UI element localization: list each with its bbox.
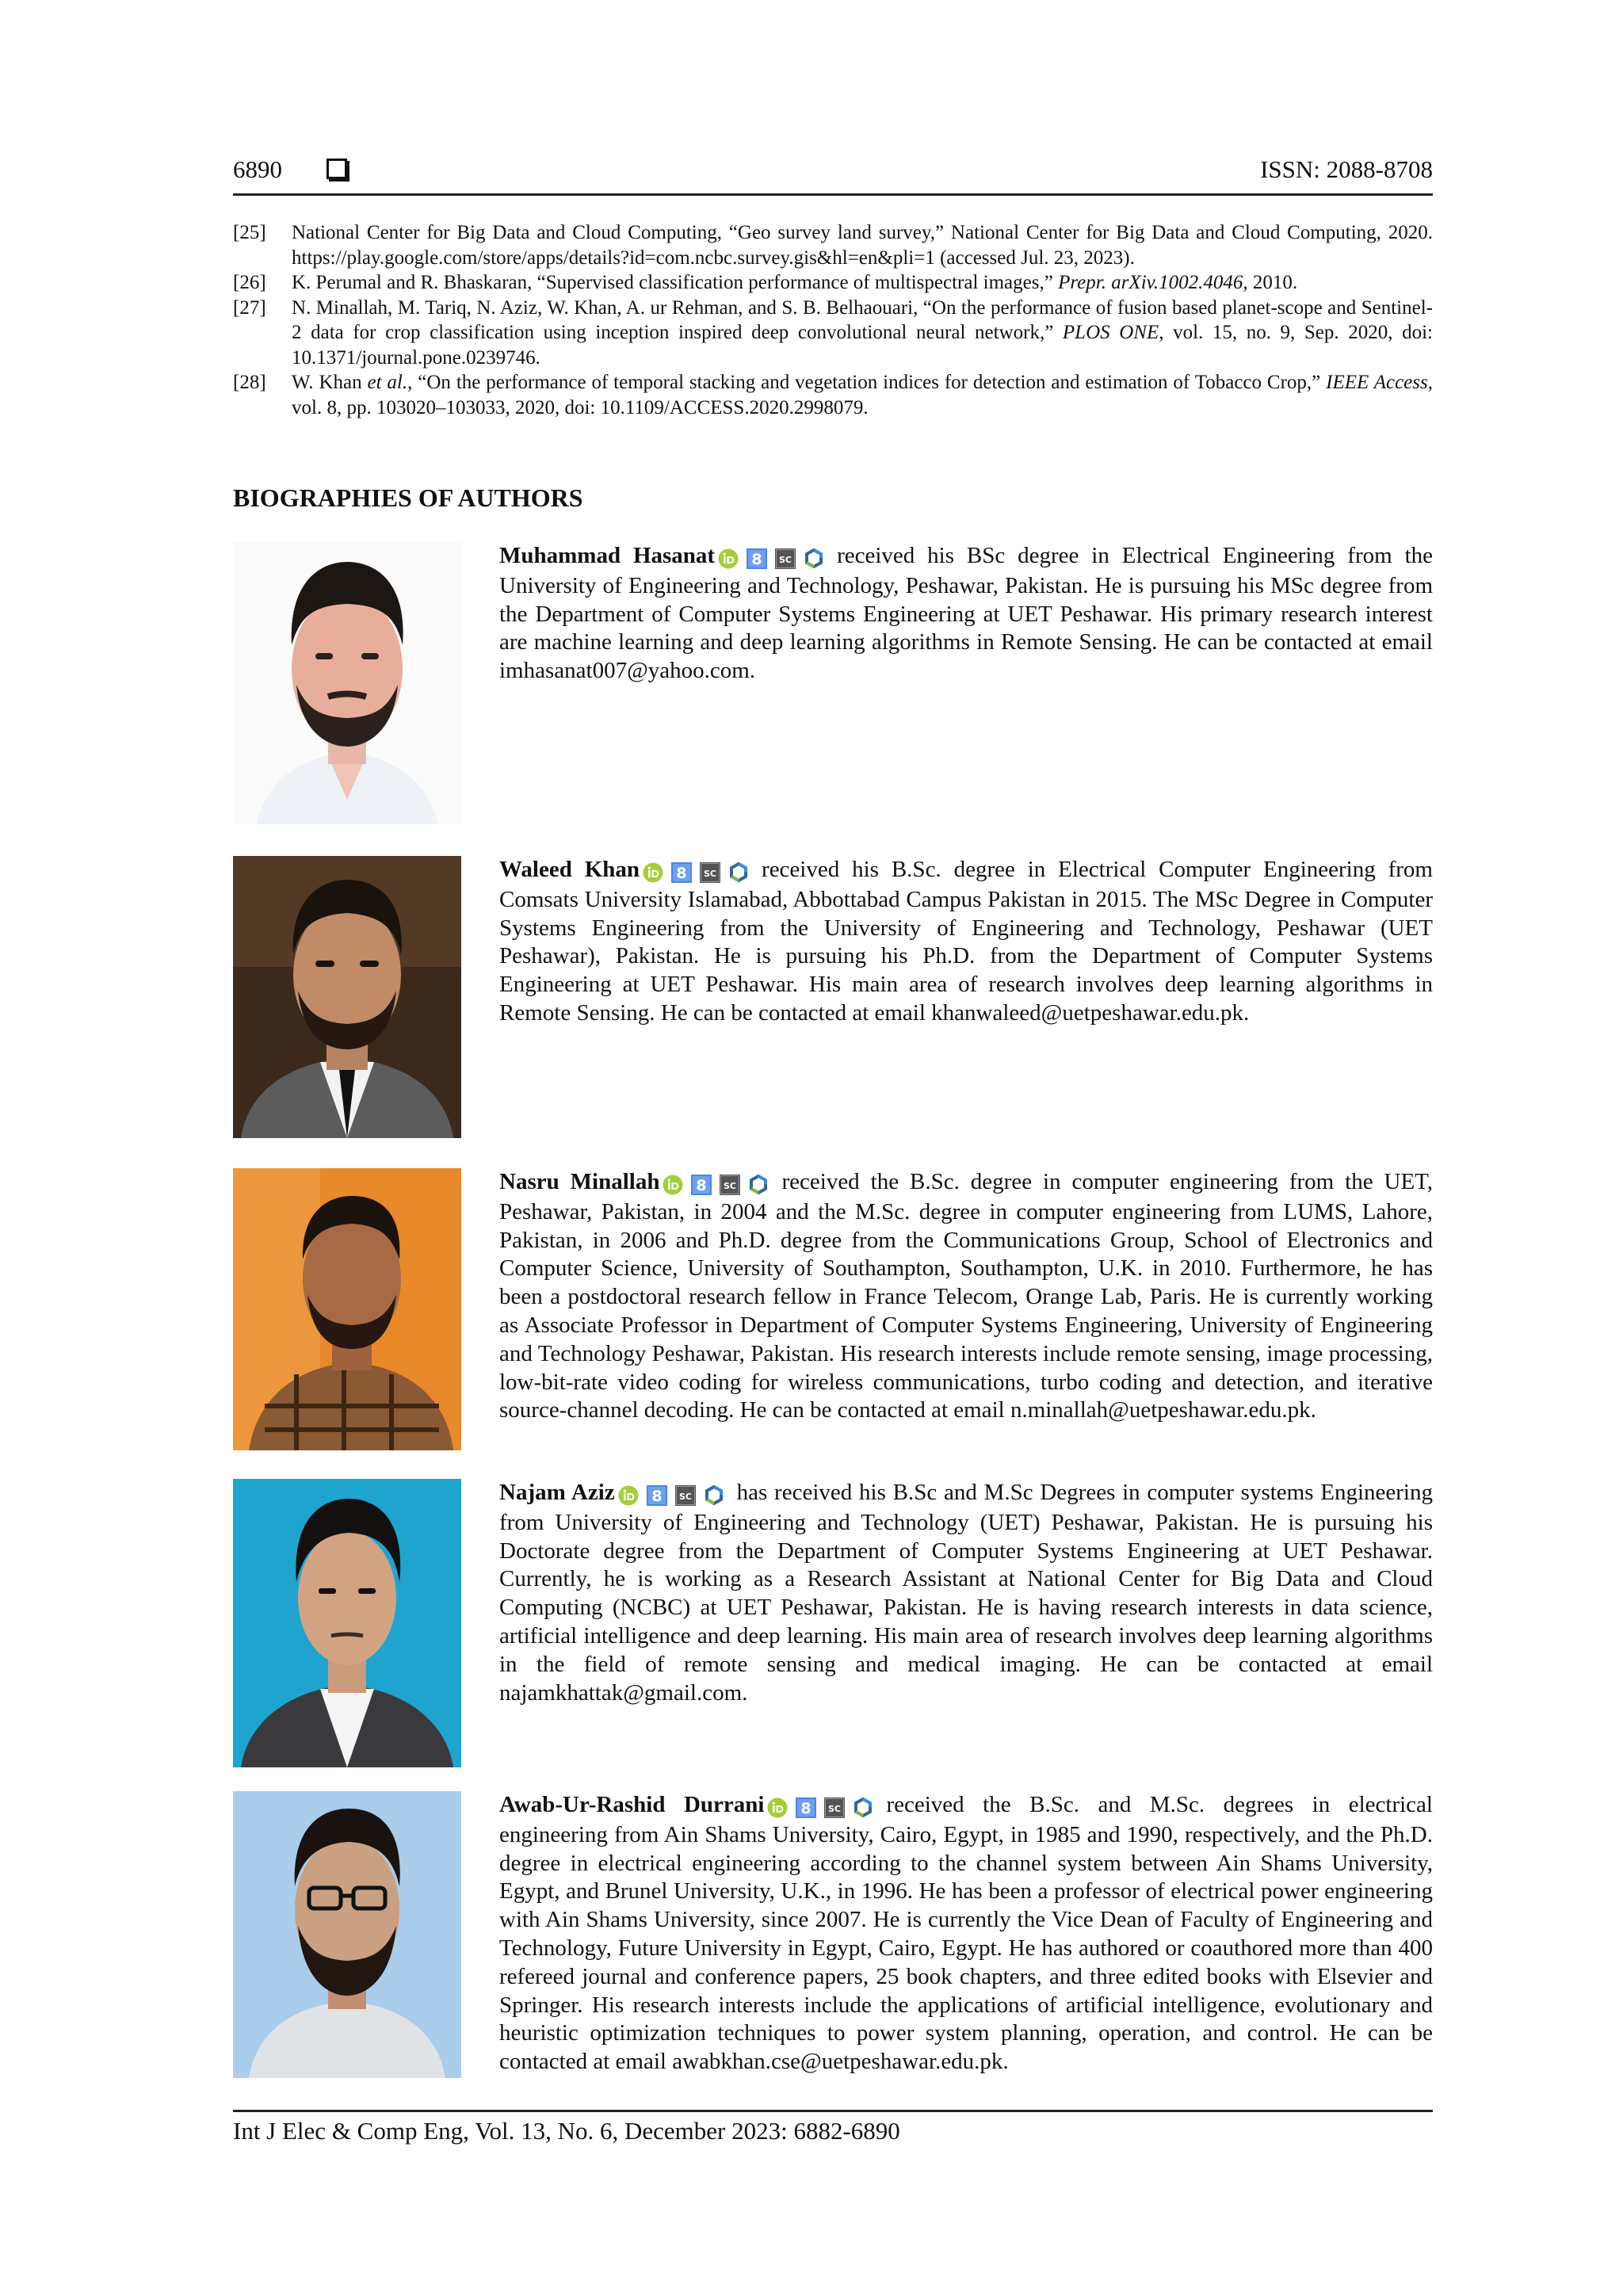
orcid-icon[interactable] xyxy=(663,1175,683,1195)
reference-text-part: , vol. 8, pp. 103020–103033, 2020, doi: 10.1109/ACCESS.2020.2998079. xyxy=(292,372,1433,418)
google-scholar-icon[interactable] xyxy=(647,1485,667,1506)
reference-item xyxy=(233,220,1433,270)
author-name: Awab-Ur-Rashid Durrani xyxy=(499,1792,765,1817)
scopus-icon[interactable] xyxy=(824,1797,845,1818)
author-profile-icons xyxy=(767,1793,881,1821)
scopus-icon[interactable] xyxy=(675,1485,696,1506)
reference-source: Prepr. arXiv.1002.4046 xyxy=(1058,272,1243,293)
orcid-icon[interactable] xyxy=(618,1485,639,1506)
author-bio-body: received his BSc degree in Electrical Engineering from the University of Engineering and Technology, Peshawar, Pakistan. He is pursuing his MSc degree from the Department of Computer Systems Engineering at UET Peshawar. His primary research interest are machine learning and deep learning algorithms in Remote Sensing. He can be contacted at email imhasanat007@yahoo.com. xyxy=(499,543,1433,684)
author-bio-text xyxy=(499,1479,1433,1707)
google-scholar-icon[interactable] xyxy=(747,548,767,569)
author-bio xyxy=(233,856,1433,1141)
author-name: Nasru Minallah xyxy=(499,1169,660,1194)
publons-icon[interactable] xyxy=(728,862,749,883)
reference-text-part: , vol. 15, no. 9, Sep. 2020, doi: 10.1371/journal.pone.0239746. xyxy=(292,322,1433,369)
author-bio-text xyxy=(499,542,1433,686)
reference-etal: et al. xyxy=(367,372,408,393)
reference-text-part: W. Khan xyxy=(292,372,368,393)
author-bio xyxy=(233,1479,1433,1767)
scopus-icon[interactable] xyxy=(700,862,720,883)
reference-text-part: , “On the performance of temporal stacking and vegetation indices for detection and estimation of Tobacco Crop,” xyxy=(407,372,1327,393)
author-name: Waleed Khan xyxy=(499,857,640,882)
orcid-icon[interactable] xyxy=(718,548,739,569)
page-header xyxy=(233,155,1433,196)
reference-source: IEEE Access xyxy=(1326,372,1428,393)
scopus-icon[interactable] xyxy=(775,548,796,569)
google-scholar-icon[interactable] xyxy=(671,862,692,883)
author-profile-icons xyxy=(663,1170,777,1198)
reference-item xyxy=(233,270,1433,296)
reference-item xyxy=(233,370,1433,420)
author-bio-body: has received his B.Sc and M.Sc Degrees in computer systems Engineering from University of Engineering and Technology (UET) Peshawar, Pakistan. He is pursuing his Doctorate degree from the Department of Computer Systems Engineering at UET Peshawar. Currently, he is working as a Research Assistant at National Center for Big Data and Cloud Computing (NCBC) at UET Peshawar, Pakistan. He is having research interests in data science, artificial intelligence and deep learning. His main area of research involves deep learning algorithms in the field of remote sensing and medical imaging. He can be contacted at email najamkhattak@gmail.com. xyxy=(499,1480,1433,1706)
author-photo xyxy=(233,542,461,824)
google-scholar-icon[interactable] xyxy=(796,1797,816,1818)
page-number: 6890 xyxy=(233,155,282,183)
author-profile-icons xyxy=(718,544,832,572)
reference-number: [26] xyxy=(233,272,266,293)
page-footer xyxy=(233,2110,1433,2145)
author-photo xyxy=(233,1168,461,1450)
author-bio xyxy=(233,1168,1433,1454)
publons-icon[interactable] xyxy=(804,548,824,569)
author-bio-text xyxy=(499,856,1433,1028)
reference-text-part: N. Minallah, M. Tariq, N. Aziz, W. Khan, A. ur Rehman, and S. B. Belhaouari, “On the performance of fusion based planet-scope and Sentinel-2 data for crop classification using inception inspired deep convolutional neural network,” xyxy=(292,296,1433,343)
orcid-icon[interactable] xyxy=(767,1797,788,1818)
author-photo xyxy=(233,1479,461,1767)
journal-citation: Int J Elec & Comp Eng, Vol. 13, No. 6, December 2023: 6882-6890 xyxy=(233,2117,900,2145)
orcid-icon[interactable] xyxy=(643,862,663,883)
author-bio xyxy=(233,1791,1433,2084)
google-scholar-icon[interactable] xyxy=(691,1175,712,1195)
reference-item xyxy=(233,296,1433,371)
issn: ISSN: 2088-8708 xyxy=(1260,155,1433,183)
reference-source: PLOS ONE xyxy=(1062,322,1159,343)
reference-text: National Center for Big Data and Cloud Computing, “Geo survey land survey,” National Center for Big Data and Cloud Computing, 2020. https://play.google.com/store/apps/details?id=com.ncbc.survey.gis&hl=en&pli=1 (accessed Jul. 23, 2023). xyxy=(292,222,1433,269)
publons-icon[interactable] xyxy=(748,1175,769,1195)
author-bio-text xyxy=(499,1791,1433,2076)
reference-number: [28] xyxy=(233,372,266,393)
reference-text xyxy=(292,270,1433,296)
author-name: Najam Aziz xyxy=(499,1480,615,1505)
reference-number: [25] xyxy=(233,222,266,243)
author-bio-text xyxy=(499,1168,1433,1425)
author-bio-body: received the B.Sc. degree in computer engineering from the UET, Peshawar, Pakistan, in 2004 and the M.Sc. degree in computer engineering from LUMS, Lahore, Pakistan, in 2006 and Ph.D. degree from the Communications Group, School of Electronics and Computer Science, University of Southampton, Southampton, U.K. in 2010. Furthermore, he has been a postdoctoral research fellow in France Telecom, Orange Lab, Paris. He is currently working as Associate Professor in Department of Computer Systems Engineering, University of Engineering and Technology Peshawar, Pakistan. His research interests include remote sensing, image processing, low-bit-rate video coding for wireless communications, turbo coding and detection, and iterative source-channel decoding. He can be contacted at email n.minallah@uetpeshawar.edu.pk. xyxy=(499,1169,1433,1423)
reference-text xyxy=(292,296,1433,371)
scopus-icon[interactable] xyxy=(720,1175,740,1195)
publons-icon[interactable] xyxy=(704,1485,724,1506)
reference-text-part: K. Perumal and R. Bhaskaran, “Supervised classification performance of multispectral images,” xyxy=(292,272,1059,293)
square-icon xyxy=(327,159,347,179)
author-photo xyxy=(233,1791,461,2078)
author-profile-icons xyxy=(618,1480,732,1509)
author-name: Muhammad Hasanat xyxy=(499,543,716,568)
reference-text xyxy=(292,370,1433,420)
reference-text-part: , 2010. xyxy=(1243,272,1298,293)
author-photo xyxy=(233,856,461,1138)
references-list xyxy=(233,220,1433,420)
author-bio xyxy=(233,542,1433,827)
section-title: BIOGRAPHIES OF AUTHORS xyxy=(233,483,583,512)
publons-icon[interactable] xyxy=(853,1797,873,1818)
author-bio-body: received the B.Sc. and M.Sc. degrees in electrical engineering from Ain Shams University, Cairo, Egypt, in 1985 and 1990, respectively, and the Ph.D. degree in electrical engineering according to the channel system between Ain Shams University, Egypt, and Brunel University, U.K., in 1996. He has been a professor of electrical power engineering with Ain Shams University, since 2007. He is currently the Vice Dean of Faculty of Engineering and Technology, Future University in Egypt, Cairo, Egypt. He has authored or coauthored more than 400 refereed journal and conference papers, 25 book chapters, and three edited books with Elsevier and Springer. His research interests include the applications of artificial intelligence, evolutionary and heuristic optimization techniques to power system planning, operation, and control. He can be contacted at email awabkhan.cse@uetpeshawar.edu.pk. xyxy=(499,1792,1433,2075)
author-bio-body: received his B.Sc. degree in Electrical Computer Engineering from Comsats University Islamabad, Abbottabad Campus Pakistan in 2015. The MSc Degree in Computer Systems Engineering from the University of Engineering and Technology, Peshawar (UET Peshawar), Pakistan. He is pursuing his Ph.D. from the Department of Computer Systems Engineering at UET Peshawar. His main area of research involves deep learning algorithms in Remote Sensing. He can be contacted at email khanwaleed@uetpeshawar.edu.pk. xyxy=(499,857,1433,1026)
author-profile-icons xyxy=(643,858,757,886)
reference-number: [27] xyxy=(233,296,266,319)
